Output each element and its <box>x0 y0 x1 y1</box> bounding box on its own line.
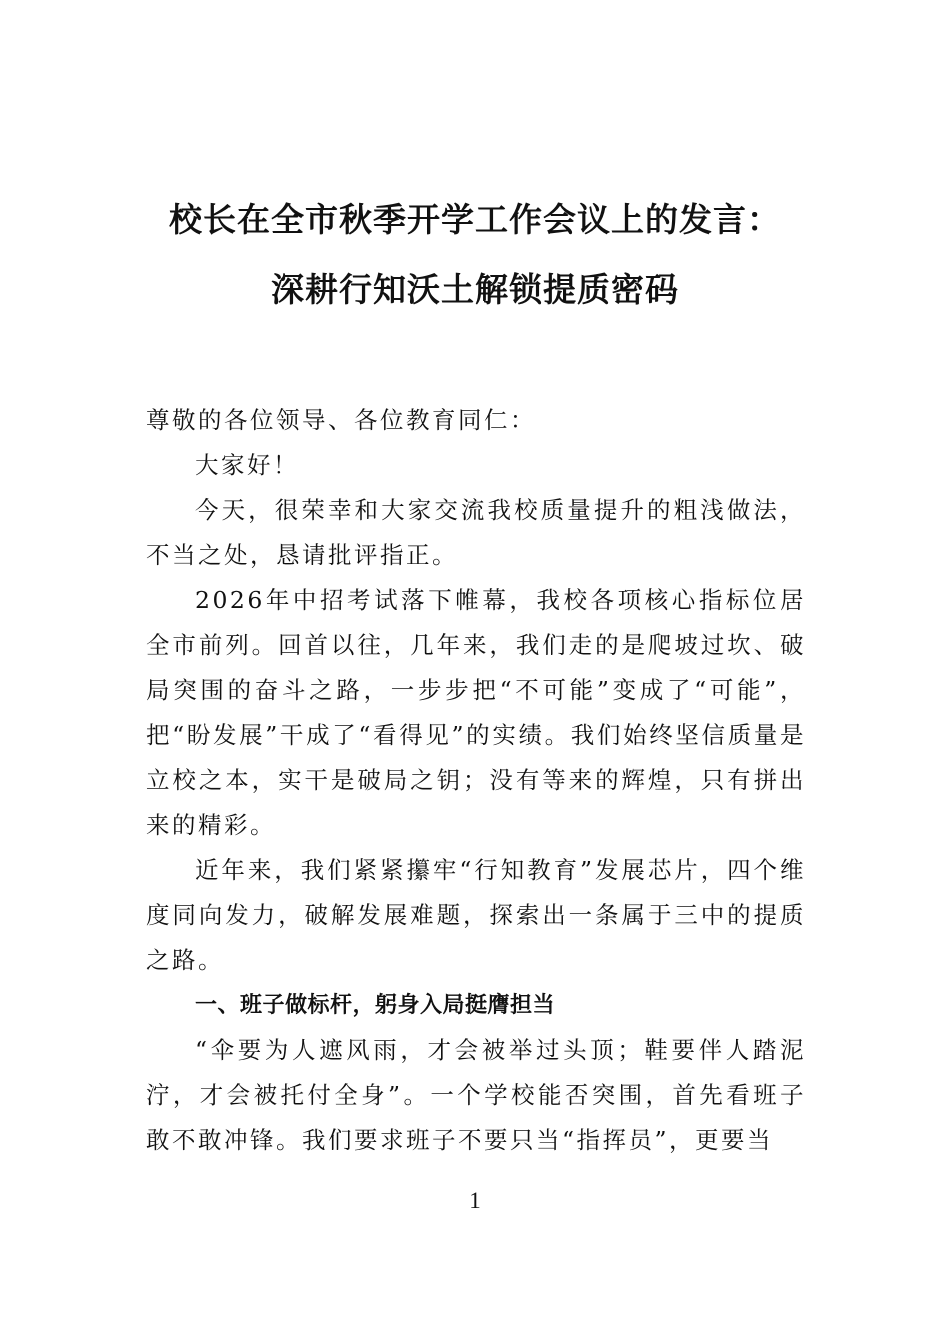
paragraph-section-1: “伞要为人遮风雨，才会被举过头顶；鞋要伴人踏泥泞，才会被托付全身”。一个学校能否突围，首先看班子敢不敢冲锋。我们要求班子不要只当“指挥员”，更要当 <box>146 1036 806 1154</box>
document-body <box>146 398 806 1163</box>
paragraph-achievements: 2026年中招考试落下帷幕，我校各项核心指标位居全市前列。回首以往，几年来，我们走的是爬坡过坎、破局突围的奋斗之路，一步步把“不可能”变成了“可能”，把“盼发展”干成了“看得见”的实绩。我们始终坚信质量是立校之本，实干是破局之钥；没有等来的辉煌，只有拼出来的精彩。 <box>146 586 806 839</box>
document-title-line-1: 校长在全市秋季开学工作会议上的发言： <box>169 200 781 239</box>
salutation: 尊敬的各位领导、各位教育同仁： <box>146 406 536 434</box>
document-title-line-2: 深耕行知沃土解锁提质密码 <box>271 270 679 309</box>
greeting: 大家好！ <box>195 451 299 479</box>
section-heading: 一、班子做标杆，躬身入局挺膺担当 <box>195 993 556 1018</box>
paragraph-intro: 今天，很荣幸和大家交流我校质量提升的粗浅做法，不当之处，恳请批评指正。 <box>146 496 806 569</box>
paragraph-approach: 近年来，我们紧紧攥牢“行知教育”发展芯片，四个维度同向发力，破解发展难题，探索出一条属于三中的提质之路。 <box>146 856 806 974</box>
page-number: 1 <box>469 1188 481 1213</box>
